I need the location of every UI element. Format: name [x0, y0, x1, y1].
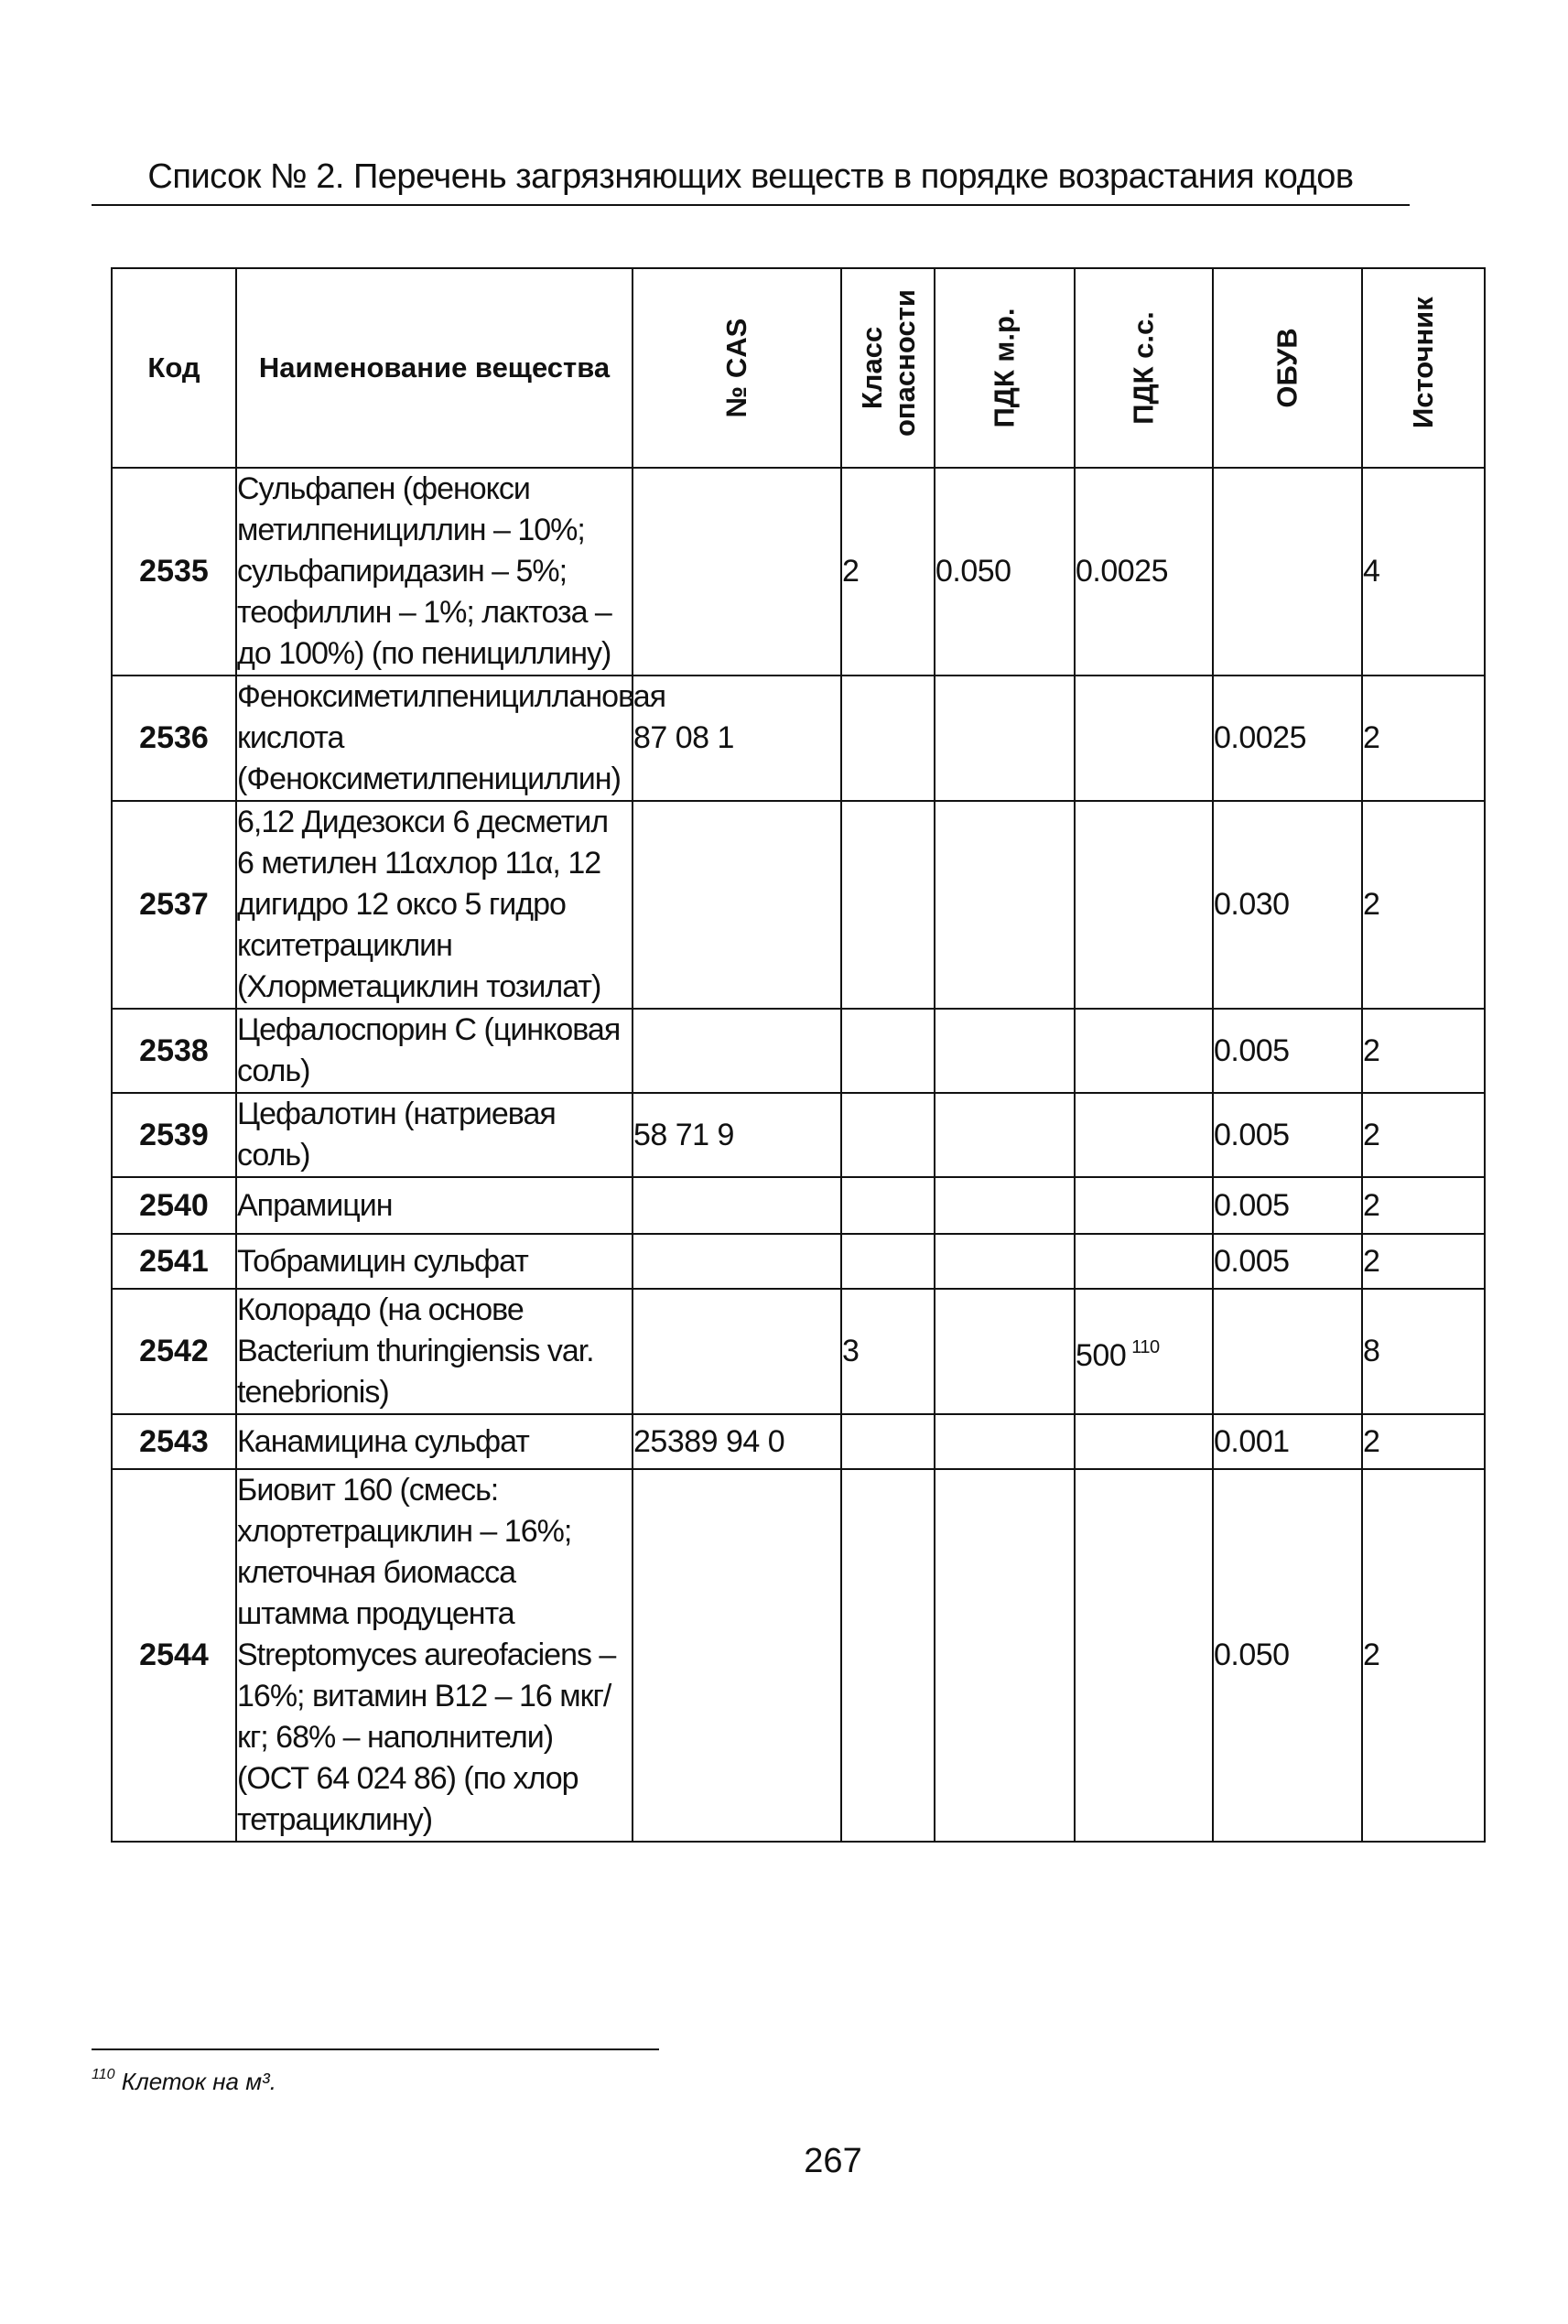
header-divider — [92, 204, 1410, 206]
cell-pdk-mr — [935, 1289, 1075, 1414]
table-row — [112, 1289, 1485, 1414]
cell-pdk-mr — [935, 801, 1075, 1009]
cell-name: Цефалоспорин С (цинковая соль) — [236, 1009, 633, 1093]
cell-source: 4 — [1362, 468, 1485, 676]
cell-pdk-ss — [1075, 801, 1213, 1009]
cell-source: 2 — [1362, 1469, 1485, 1842]
cell-obuv: 0.030 — [1213, 801, 1362, 1009]
cell-name: Биовит 160 (смесь: хлортетрациклин – 16%; клеточная биомасса штамма продуцента Streptomyces aureofaciens – 16%; витамин B12 – 16 мкг/кг; 68% – наполнители) (ОСТ 64 024 86) (по хлор тетрациклину) — [236, 1469, 633, 1842]
cell-source: 2 — [1362, 1234, 1485, 1289]
cell-name: Канамицина сульфат — [236, 1414, 633, 1469]
cell-hazard-class — [841, 1177, 935, 1234]
cell-hazard-class — [841, 801, 935, 1009]
cell-hazard-class — [841, 1009, 935, 1093]
table-row — [112, 1234, 1485, 1289]
table-row — [112, 1093, 1485, 1177]
pdk-ss-value: 500 — [1076, 1337, 1127, 1373]
cell-obuv: 0.001 — [1213, 1414, 1362, 1469]
cell-name: Цефалотин (натриевая соль) — [236, 1093, 633, 1177]
cell-hazard-class — [841, 1414, 935, 1469]
cell-pdk-mr — [935, 1469, 1075, 1842]
table-row — [112, 676, 1485, 801]
cell-cas — [633, 1289, 841, 1414]
cell-obuv — [1213, 1289, 1362, 1414]
cell-cas — [633, 1234, 841, 1289]
footnote-reference: 110 — [1131, 1336, 1160, 1357]
cell-pdk-ss — [1075, 1093, 1213, 1177]
cell-pdk-mr: 0.050 — [935, 468, 1075, 676]
column-header-name: Наименование вещества — [236, 268, 633, 468]
cell-code: 2544 — [112, 1469, 236, 1842]
cell-name: Тобрамицин сульфат — [236, 1234, 633, 1289]
table-row — [112, 1469, 1485, 1842]
footnote-text: Клеток на м³. — [121, 2068, 276, 2095]
cell-code: 2542 — [112, 1289, 236, 1414]
cell-name: Феноксиметилпенициллановая кислота (Феноксиметилпенициллин) — [236, 676, 633, 801]
cell-hazard-class — [841, 1093, 935, 1177]
cell-pdk-mr — [935, 1414, 1075, 1469]
substances-table — [111, 267, 1486, 1843]
cell-obuv: 0.005 — [1213, 1177, 1362, 1234]
cell-source: 2 — [1362, 1177, 1485, 1234]
cell-obuv: 0.005 — [1213, 1009, 1362, 1093]
cell-hazard-class — [841, 676, 935, 801]
cell-code: 2539 — [112, 1093, 236, 1177]
footnote-divider — [92, 2048, 659, 2050]
table-row — [112, 1414, 1485, 1469]
column-header-pdk-ss: ПДК с.с. — [1075, 268, 1213, 468]
cell-source: 2 — [1362, 1414, 1485, 1469]
cell-hazard-class: 2 — [841, 468, 935, 676]
cell-pdk-ss — [1075, 1469, 1213, 1842]
cell-cas — [633, 1177, 841, 1234]
table-row — [112, 801, 1485, 1009]
column-header-source: Источник — [1362, 268, 1485, 468]
cell-code: 2535 — [112, 468, 236, 676]
cell-cas — [633, 1469, 841, 1842]
cell-pdk-mr — [935, 1093, 1075, 1177]
cell-hazard-class — [841, 1469, 935, 1842]
cell-pdk-mr — [935, 1234, 1075, 1289]
cell-obuv — [1213, 468, 1362, 676]
cell-code: 2537 — [112, 801, 236, 1009]
cell-cas: 58 71 9 — [633, 1093, 841, 1177]
cell-pdk-mr — [935, 676, 1075, 801]
column-header-cas: № CAS — [633, 268, 841, 468]
cell-source: 8 — [1362, 1289, 1485, 1414]
cell-name: Сульфапен (фенокси метилпенициллин – 10%; сульфапиридазин – 5%; теофиллин – 1%; лактоза – до 100%) (по пенициллину) — [236, 468, 633, 676]
cell-pdk-ss: 0.0025 — [1075, 468, 1213, 676]
cell-code: 2541 — [112, 1234, 236, 1289]
cell-cas — [633, 801, 841, 1009]
cell-cas — [633, 468, 841, 676]
cell-name: Колорадо (на основе Bacterium thuringiensis var. tenebrionis) — [236, 1289, 633, 1414]
cell-pdk-mr — [935, 1009, 1075, 1093]
cell-pdk-mr — [935, 1177, 1075, 1234]
cell-hazard-class: 3 — [841, 1289, 935, 1414]
table-header-row — [112, 268, 1485, 468]
footnote — [92, 2067, 276, 2096]
cell-obuv: 0.050 — [1213, 1469, 1362, 1842]
cell-obuv: 0.0025 — [1213, 676, 1362, 801]
page-title: Список № 2. Перечень загрязняющих веществ в порядке возрастания кодов — [147, 157, 1354, 196]
table-row — [112, 468, 1485, 676]
table-row — [112, 1177, 1485, 1234]
cell-pdk-ss — [1075, 1234, 1213, 1289]
cell-cas: 87 08 1 — [633, 676, 841, 801]
cell-code: 2543 — [112, 1414, 236, 1469]
column-header-code: Код — [112, 268, 236, 468]
column-header-obuv: ОБУВ — [1213, 268, 1362, 468]
cell-obuv: 0.005 — [1213, 1093, 1362, 1177]
cell-pdk-ss — [1075, 676, 1213, 801]
cell-source: 2 — [1362, 1009, 1485, 1093]
cell-cas: 25389 94 0 — [633, 1414, 841, 1469]
cell-hazard-class — [841, 1234, 935, 1289]
cell-source: 2 — [1362, 676, 1485, 801]
cell-code: 2538 — [112, 1009, 236, 1093]
cell-name: Апрамицин — [236, 1177, 633, 1234]
cell-obuv: 0.005 — [1213, 1234, 1362, 1289]
cell-pdk-ss — [1075, 1289, 1213, 1414]
cell-pdk-ss — [1075, 1414, 1213, 1469]
cell-code: 2540 — [112, 1177, 236, 1234]
footnote-marker: 110 — [92, 2067, 115, 2082]
cell-pdk-ss — [1075, 1177, 1213, 1234]
table-row — [112, 1009, 1485, 1093]
cell-cas — [633, 1009, 841, 1093]
cell-name: 6,12 Дидезокси 6 десметил 6 метилен 11αхлор 11α, 12 дигидро 12 оксо 5 гидро кситетрациклин (Хлорметациклин тозилат) — [236, 801, 633, 1009]
cell-source: 2 — [1362, 1093, 1485, 1177]
cell-code: 2536 — [112, 676, 236, 801]
cell-source: 2 — [1362, 801, 1485, 1009]
column-header-hazard-class: Класс опасности — [841, 268, 935, 468]
page-number: 267 — [804, 2142, 862, 2180]
cell-pdk-ss — [1075, 1009, 1213, 1093]
column-header-pdk-mr: ПДК м.р. — [935, 268, 1075, 468]
